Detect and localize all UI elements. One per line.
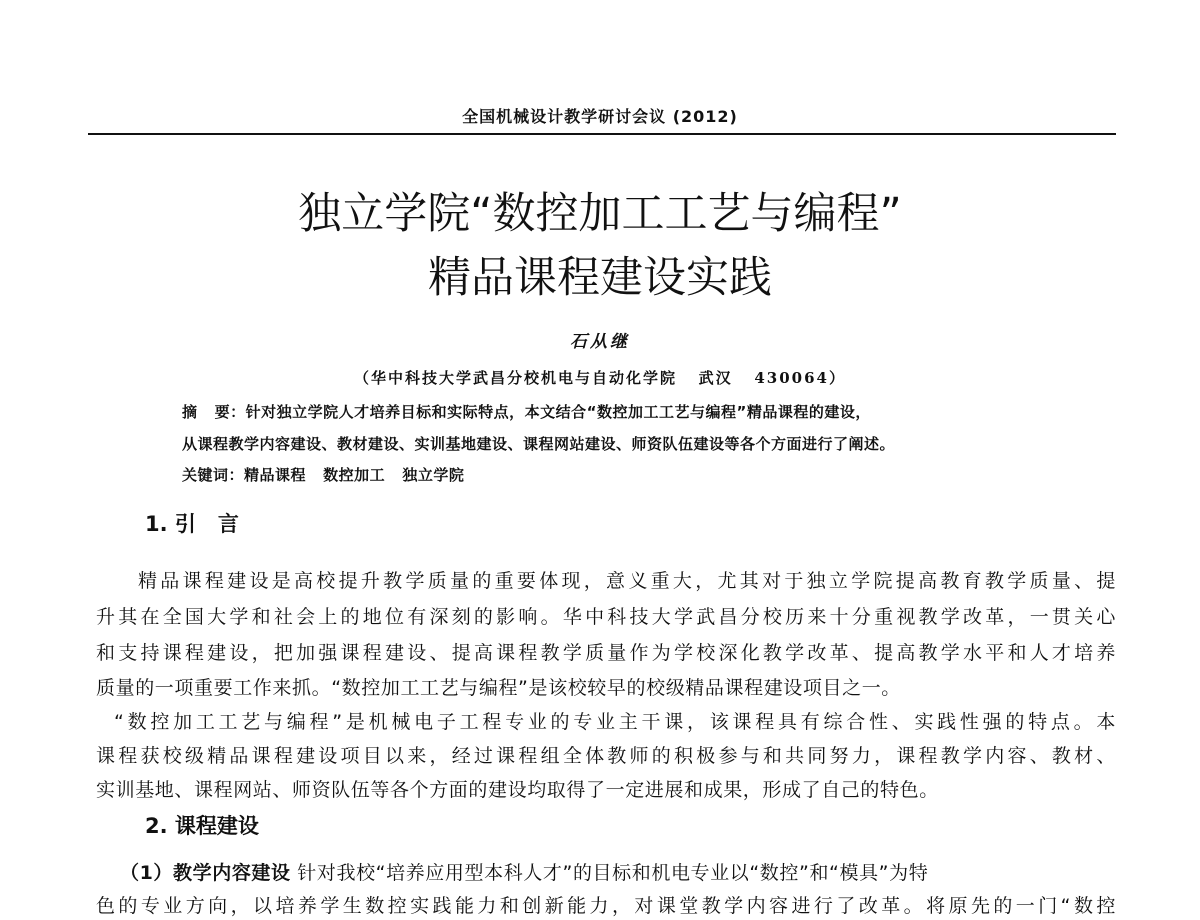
abstract-line-2: 从课程教学内容建设、教材建设、实训基地建设、课程网站建设、师资队伍建设等各个方面进行了阐述。: [182, 435, 896, 453]
paragraph-line: 质量的一项重要工作来抓。“数控加工工艺与编程”是该校较早的校级精品课程建设项目之一。: [96, 677, 901, 699]
paragraph-line: 课程获校级精品课程建设项目以来，经过课程组全体教师的积极参与和共同努力，课程教学内容、教材、: [96, 745, 1116, 767]
paper-title-line-2: 精品课程建设实践: [428, 253, 772, 303]
paper-title-line-1: 独立学院“数控加工工艺与编程”: [298, 189, 902, 239]
keywords-line: 关键词：精品课程 数控加工 独立学院: [182, 466, 465, 484]
paragraph-line: 升其在全国大学和社会上的地位有深刻的影响。华中科技大学武昌分校历来十分重视教学改革，一贯关心: [96, 606, 1116, 628]
header-rule: [88, 133, 1116, 135]
author-affiliation: （华中科技大学武昌分校机电与自动化学院 武汉 430064）: [354, 369, 846, 387]
running-header: 全国机械设计教学研讨会议 (2012): [462, 107, 738, 126]
subsection-lead: （1）教学内容建设: [120, 862, 291, 884]
abstract-line-1: 摘 要：针对独立学院人才培养目标和实际特点，本文结合“数控加工工艺与编程”精品课程的建设，: [182, 403, 871, 421]
section-heading-introduction: 1. 引 言: [145, 512, 239, 536]
paragraph-line: 色的专业方向，以培养学生数控实践能力和创新能力，对课堂教学内容进行了改革。将原先的一门“数控: [96, 895, 1116, 917]
paragraph-line: 和支持课程建设，把加强课程建设、提高课程教学质量作为学校深化教学改革、提高教学水平和人才培养: [96, 642, 1116, 664]
paragraph-line: “数控加工工艺与编程”是机械电子工程专业的专业主干课，该课程具有综合性、实践性强的特点。本: [114, 711, 1116, 733]
paragraph-line: 实训基地、课程网站、师资队伍等各个方面的建设均取得了一定进展和成果，形成了自己的特色。: [96, 779, 939, 801]
section-heading-course-construction: 2. 课程建设: [145, 814, 259, 838]
paragraph-line: 精品课程建设是高校提升教学质量的重要体现，意义重大，尤其对于独立学院提高教育教学质量、提: [138, 570, 1116, 592]
paragraph-text: 针对我校“培养应用型本科人才”的目标和机电专业以“数控”和“模具”为特: [290, 862, 929, 884]
paragraph-line-first: [120, 860, 1116, 886]
author-name: 石从继: [570, 332, 630, 352]
